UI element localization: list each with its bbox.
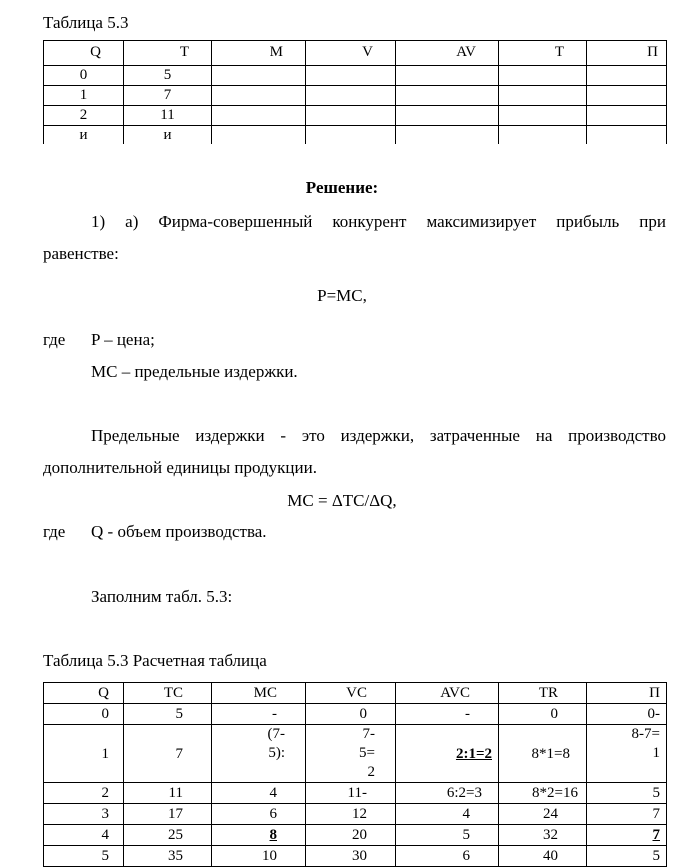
table1-cell: 7 xyxy=(124,86,212,106)
cell-mc: 4 xyxy=(212,783,306,804)
cell-q: 3 xyxy=(44,804,124,825)
table1-cell: 2 xyxy=(44,106,124,126)
table1-header-cell: Q xyxy=(44,41,124,66)
table1-header-row xyxy=(44,41,667,66)
cell-q: 0 xyxy=(44,704,124,725)
solution-paragraph-2: Предельные издержки - это издержки, затраченные на производство xyxy=(91,426,666,445)
where-definition: P – цена; xyxy=(91,330,155,349)
table1-caption: Таблица 5.3 xyxy=(43,13,129,32)
table1-header-cell: Т xyxy=(124,41,212,66)
cell-q: 4 xyxy=(44,825,124,846)
cell-avc: 5 xyxy=(396,825,499,846)
table1-cell xyxy=(587,86,667,106)
table2-header-cell: AVC xyxy=(396,683,499,704)
table1-cell xyxy=(587,66,667,86)
table-row xyxy=(44,86,667,106)
table1-cell: 11 xyxy=(124,106,212,126)
table1-cell: 0 xyxy=(44,66,124,86)
table1-cell xyxy=(212,86,306,106)
table1-cell xyxy=(396,86,499,106)
cell-avc: 6 xyxy=(396,846,499,867)
table1 xyxy=(43,40,667,146)
cell-tr: 40 xyxy=(499,846,587,867)
table-row xyxy=(44,725,667,783)
solution-paragraph-2-cont: дополнительной единицы продукции. xyxy=(43,458,317,477)
table2-header-cell: П xyxy=(587,683,667,704)
cell-tr: 0 xyxy=(499,704,587,725)
cell-mc: (7-5): xyxy=(212,725,306,783)
table1-cell xyxy=(212,106,306,126)
table1-cell: и xyxy=(124,126,212,146)
table-row xyxy=(44,126,667,146)
where-label: где xyxy=(43,330,66,349)
table1-header-cell: П xyxy=(587,41,667,66)
table1-cell xyxy=(306,66,396,86)
table1-cell xyxy=(212,126,306,146)
solution-paragraph-1-cont: равенстве: xyxy=(43,244,119,263)
cell-q: 2 xyxy=(44,783,124,804)
cell-p: 0- xyxy=(587,704,667,725)
cell-tr: 32 xyxy=(499,825,587,846)
table1-cell xyxy=(499,106,587,126)
table1-cell: 5 xyxy=(124,66,212,86)
table1-cell xyxy=(587,126,667,146)
cell-tc: 5 xyxy=(124,704,212,725)
cell-vc: 12 xyxy=(306,804,396,825)
cell-mc: - xyxy=(212,704,306,725)
table2-header-cell: MC xyxy=(212,683,306,704)
table1-cell xyxy=(306,86,396,106)
table1-cell xyxy=(499,86,587,106)
table-row xyxy=(44,704,667,725)
solution-paragraph-3: Заполним табл. 5.3: xyxy=(91,587,233,606)
table1-header-cell: AV xyxy=(396,41,499,66)
table1-cell xyxy=(396,66,499,86)
cell-q: 5 xyxy=(44,846,124,867)
cell-vc: 0 xyxy=(306,704,396,725)
cell-vc: 11- xyxy=(306,783,396,804)
solution-paragraph-1: 1) а) Фирма-совершенный конкурент максимизирует прибыль при xyxy=(91,212,666,231)
page-cut xyxy=(0,144,684,174)
cell-avc: 2:1=2 xyxy=(396,725,499,783)
cell-tc: 35 xyxy=(124,846,212,867)
table1-cell xyxy=(587,106,667,126)
cell-vc: 7-5=2 xyxy=(306,725,396,783)
cell-tc: 7 xyxy=(124,725,212,783)
where-label: где xyxy=(43,522,66,541)
table2-header-row xyxy=(44,683,667,704)
cell-p: 7 xyxy=(587,804,667,825)
cell-mc: 8 xyxy=(212,825,306,846)
cell-vc: 30 xyxy=(306,846,396,867)
table-row xyxy=(44,783,667,804)
cell-tc: 11 xyxy=(124,783,212,804)
table1-cell: и xyxy=(44,126,124,146)
cell-vc: 20 xyxy=(306,825,396,846)
where-definition: Q - объем производства. xyxy=(91,522,267,541)
cell-avc: 6:2=3 xyxy=(396,783,499,804)
table1-cell xyxy=(499,66,587,86)
cell-tc: 17 xyxy=(124,804,212,825)
formula-mc: MC = ΔTC/ΔQ, xyxy=(287,491,397,510)
table1-cell xyxy=(396,106,499,126)
table2-header-cell: TR xyxy=(499,683,587,704)
solution-heading: Решение: xyxy=(305,178,379,197)
table-row xyxy=(44,846,667,867)
table1-header-cell: Т xyxy=(499,41,587,66)
table1-cell: 1 xyxy=(44,86,124,106)
cell-p: 5 xyxy=(587,846,667,867)
table-row xyxy=(44,825,667,846)
table1-header-cell: М xyxy=(212,41,306,66)
table-row xyxy=(44,106,667,126)
cell-p: 7 xyxy=(587,825,667,846)
formula-p-mc: P=MC, xyxy=(317,286,367,305)
cell-tr: 24 xyxy=(499,804,587,825)
table-row xyxy=(44,66,667,86)
cell-tr: 8*1=8 xyxy=(499,725,587,783)
cell-avc: 4 xyxy=(396,804,499,825)
cell-q: 1 xyxy=(44,725,124,783)
cell-mc: 10 xyxy=(212,846,306,867)
table1-cell xyxy=(212,66,306,86)
where-definition: MC – предельные издержки. xyxy=(91,362,298,381)
table2-caption: Таблица 5.3 Расчетная таблица xyxy=(43,651,267,670)
table1-cell xyxy=(306,106,396,126)
table1-cell xyxy=(499,126,587,146)
cell-p: 5 xyxy=(587,783,667,804)
cell-p: 8-7=1 xyxy=(587,725,667,783)
table1-cell xyxy=(396,126,499,146)
table2-header-cell: TC xyxy=(124,683,212,704)
cell-avc: - xyxy=(396,704,499,725)
table1-cell xyxy=(306,126,396,146)
table2-header-cell: Q xyxy=(44,683,124,704)
table2 xyxy=(43,682,667,867)
cell-tr: 8*2=16 xyxy=(499,783,587,804)
table2-header-cell: VC xyxy=(306,683,396,704)
table-row xyxy=(44,804,667,825)
cell-mc: 6 xyxy=(212,804,306,825)
table1-header-cell: V xyxy=(306,41,396,66)
cell-tc: 25 xyxy=(124,825,212,846)
